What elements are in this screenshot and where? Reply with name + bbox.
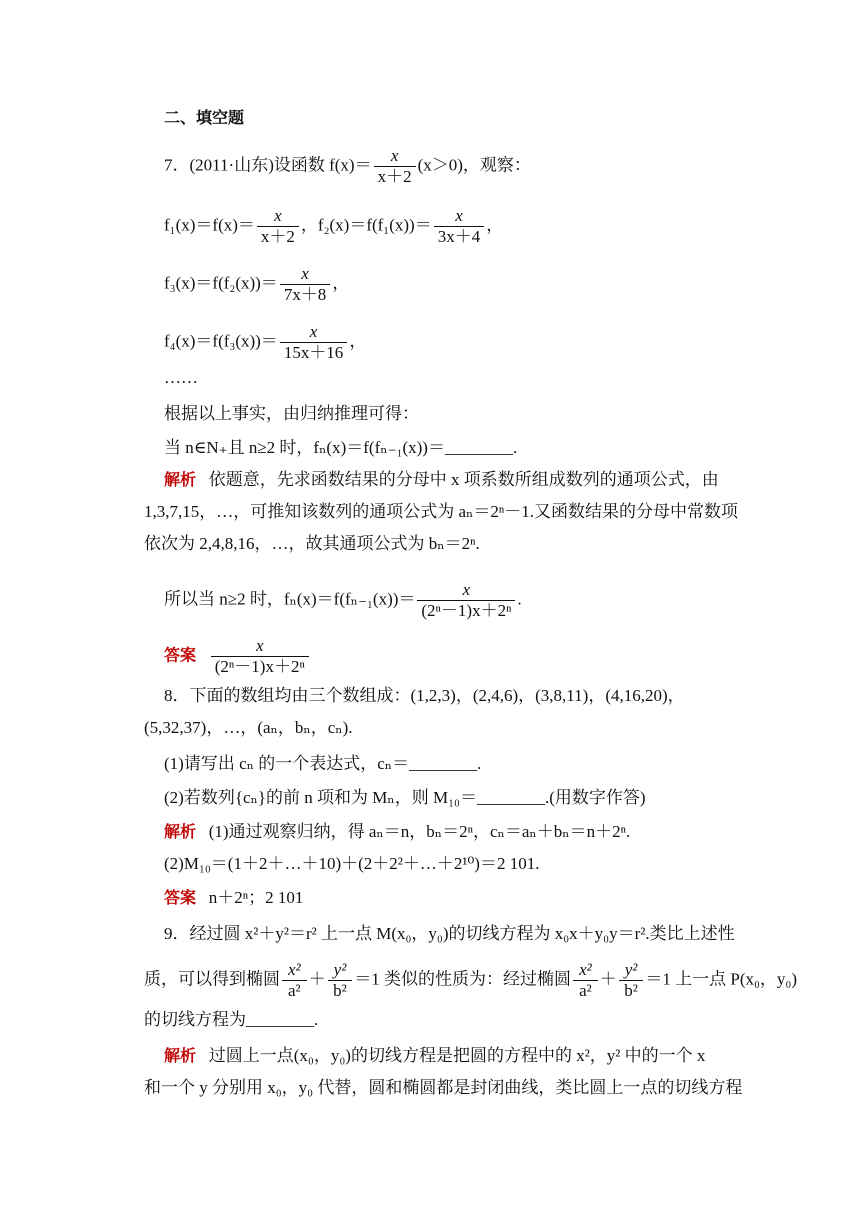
answer-label: 答案 (164, 888, 197, 907)
q9-stem-2 (144, 960, 797, 1001)
q7-f4-fraction (280, 322, 348, 363)
q9-stem-3: 的切线方程为________. (144, 1010, 319, 1029)
q7-f4 (164, 322, 366, 363)
q7-question: 当 n∈N₊且 n≥2 时，fₙ(x)＝f(fₙ₋₁(x))＝________. (164, 438, 518, 457)
q9-analysis-1 (164, 1044, 705, 1068)
fraction-numerator: x (434, 206, 485, 227)
ellipse-frac-x (282, 960, 307, 1001)
fraction-denominator: (2ⁿ－1)x＋2ⁿ (421, 601, 512, 620)
q7-stem-fraction (374, 146, 416, 187)
fraction-denominator: a² (579, 981, 592, 1000)
plus-sign: ＋ (599, 969, 617, 989)
q7-induction: 根据以上事实，由归纳推理可得： (164, 404, 419, 423)
fraction-denominator: (2ⁿ－1)x＋2ⁿ (214, 657, 305, 676)
fraction-denominator: a² (288, 981, 301, 1000)
q7-answer (164, 636, 311, 677)
q8-stem-2: (5,32,37)，…，(aₙ，bₙ，cₙ). (144, 718, 353, 737)
q8-part1: (1)请写出 cₙ 的一个表达式，cₙ＝________. (164, 754, 482, 773)
q9-stem-1: 9．经过圆 x²＋y²＝r² 上一点 M(x₀，y₀)的切线方程为 x₀x＋y₀y＝r².类比上述性 (164, 924, 735, 943)
fraction-denominator: 3x＋4 (437, 227, 481, 246)
q7-f1-prefix: f₁(x)＝f(x)＝ (164, 215, 255, 235)
fraction-numerator: x (211, 636, 309, 657)
fraction-denominator: 15x＋16 (283, 343, 344, 362)
q7-f3 (164, 264, 349, 305)
q7-analysis-4-prefix: 所以当 n≥2 时，fₙ(x)＝f(fₙ₋₁(x))＝ (164, 589, 416, 609)
fraction-denominator: b² (624, 981, 638, 1000)
answer-text: n＋2ⁿ；2 101 (208, 888, 304, 907)
fraction-numerator: x (374, 146, 416, 167)
fraction-denominator: x＋2 (260, 227, 295, 246)
fraction-denominator: 7x＋8 (283, 285, 327, 304)
fraction-numerator: y² (328, 960, 353, 981)
q7-f3-suffix: ， (332, 273, 350, 293)
q7-f1-f2 (164, 206, 503, 247)
q7-f2-suffix: ， (486, 215, 504, 235)
q7-f2-fraction (434, 206, 485, 247)
q7-analysis-3: 依次为 2,4,8,16，…，故其通项公式为 bₙ＝2ⁿ. (144, 534, 480, 553)
q7-analysis-1 (164, 468, 719, 492)
plus-sign: ＋ (308, 969, 326, 989)
q8-analysis-1 (164, 820, 630, 844)
q9-stem-2a: 质，可以得到椭圆 (144, 969, 280, 989)
ellipse-frac-y (328, 960, 353, 1001)
fraction-numerator: x (280, 264, 331, 285)
q7-analysis-4 (164, 580, 522, 621)
answer-label: 答案 (164, 645, 197, 665)
q7-f1-fraction (257, 206, 299, 247)
q7-f3-prefix: f₃(x)＝f(f₂(x))＝ (164, 273, 278, 293)
q9-stem-2c: ＝1 上一点 P(x₀，y₀) (645, 969, 798, 989)
analysis-text: 过圆上一点(x₀，y₀)的切线方程是把圆的方程中的 x²，y² 中的一个 x (208, 1046, 706, 1065)
ellipse-frac-x-2 (573, 960, 598, 1001)
q8-part2: (2)若数列{cₙ}的前 n 项和为 Mₙ，则 M₁₀＝________.(用数字作答) (164, 788, 646, 807)
q7-answer-fraction (211, 636, 309, 677)
q7-stem-suffix: (x＞0)，观察： (417, 155, 531, 175)
q8-answer (164, 886, 303, 910)
q7-f4-suffix: ， (349, 331, 367, 351)
q7-analysis-4-suffix: . (517, 589, 522, 609)
q7-ellipsis: …… (164, 368, 198, 387)
q7-analysis-2: 1,3,7,15，…，可推知该数列的通项公式为 aₙ＝2ⁿ－1.又函数结果的分母中常数项 (144, 502, 739, 521)
fraction-numerator: x² (282, 960, 307, 981)
q7-stem (164, 146, 531, 187)
analysis-text: 依题意，先求函数结果的分母中 x 项系数所组成数列的通项公式，由 (208, 470, 719, 489)
analysis-text: (1)通过观察归纳，得 aₙ＝n，bₙ＝2ⁿ，cₙ＝aₙ＋bₙ＝n＋2ⁿ. (208, 822, 631, 841)
q9-analysis-2: 和一个 y 分别用 x₀，y₀ 代替，圆和椭圆都是封闭曲线，类比圆上一点的切线方程 (144, 1078, 743, 1097)
q8-analysis-2: (2)M₁₀＝(1＋2＋…＋10)＋(2＋2²＋…＋2¹⁰)＝2 101. (164, 854, 540, 873)
fraction-denominator: b² (333, 981, 347, 1000)
q7-f3-fraction (280, 264, 331, 305)
fraction-denominator: x＋2 (377, 167, 412, 186)
analysis-label: 解析 (164, 822, 197, 841)
fraction-numerator: x (417, 580, 515, 601)
q7-analysis-4-fraction (417, 580, 515, 621)
ellipse-frac-y-2 (619, 960, 644, 1001)
q7-f4-prefix: f₄(x)＝f(f₃(x))＝ (164, 331, 278, 351)
fraction-numerator: x (280, 322, 348, 343)
fraction-numerator: x (257, 206, 299, 227)
fraction-numerator: x² (573, 960, 598, 981)
section-heading: 二、填空题 (164, 108, 245, 127)
q7-f2-prefix: ，f₂(x)＝f(f₁(x))＝ (300, 215, 432, 235)
fraction-numerator: y² (619, 960, 644, 981)
analysis-label: 解析 (164, 1046, 197, 1065)
q8-stem-1: 8．下面的数组均由三个数组成：(1,2,3)，(2,4,6)，(3,8,11)，(4,16,20)， (164, 686, 685, 705)
q7-stem-prefix: 7．(2011·山东)设函数 f(x)＝ (164, 155, 372, 175)
analysis-label: 解析 (164, 470, 197, 489)
q9-stem-2b: ＝1 类似的性质为：经过椭圆 (354, 969, 572, 989)
